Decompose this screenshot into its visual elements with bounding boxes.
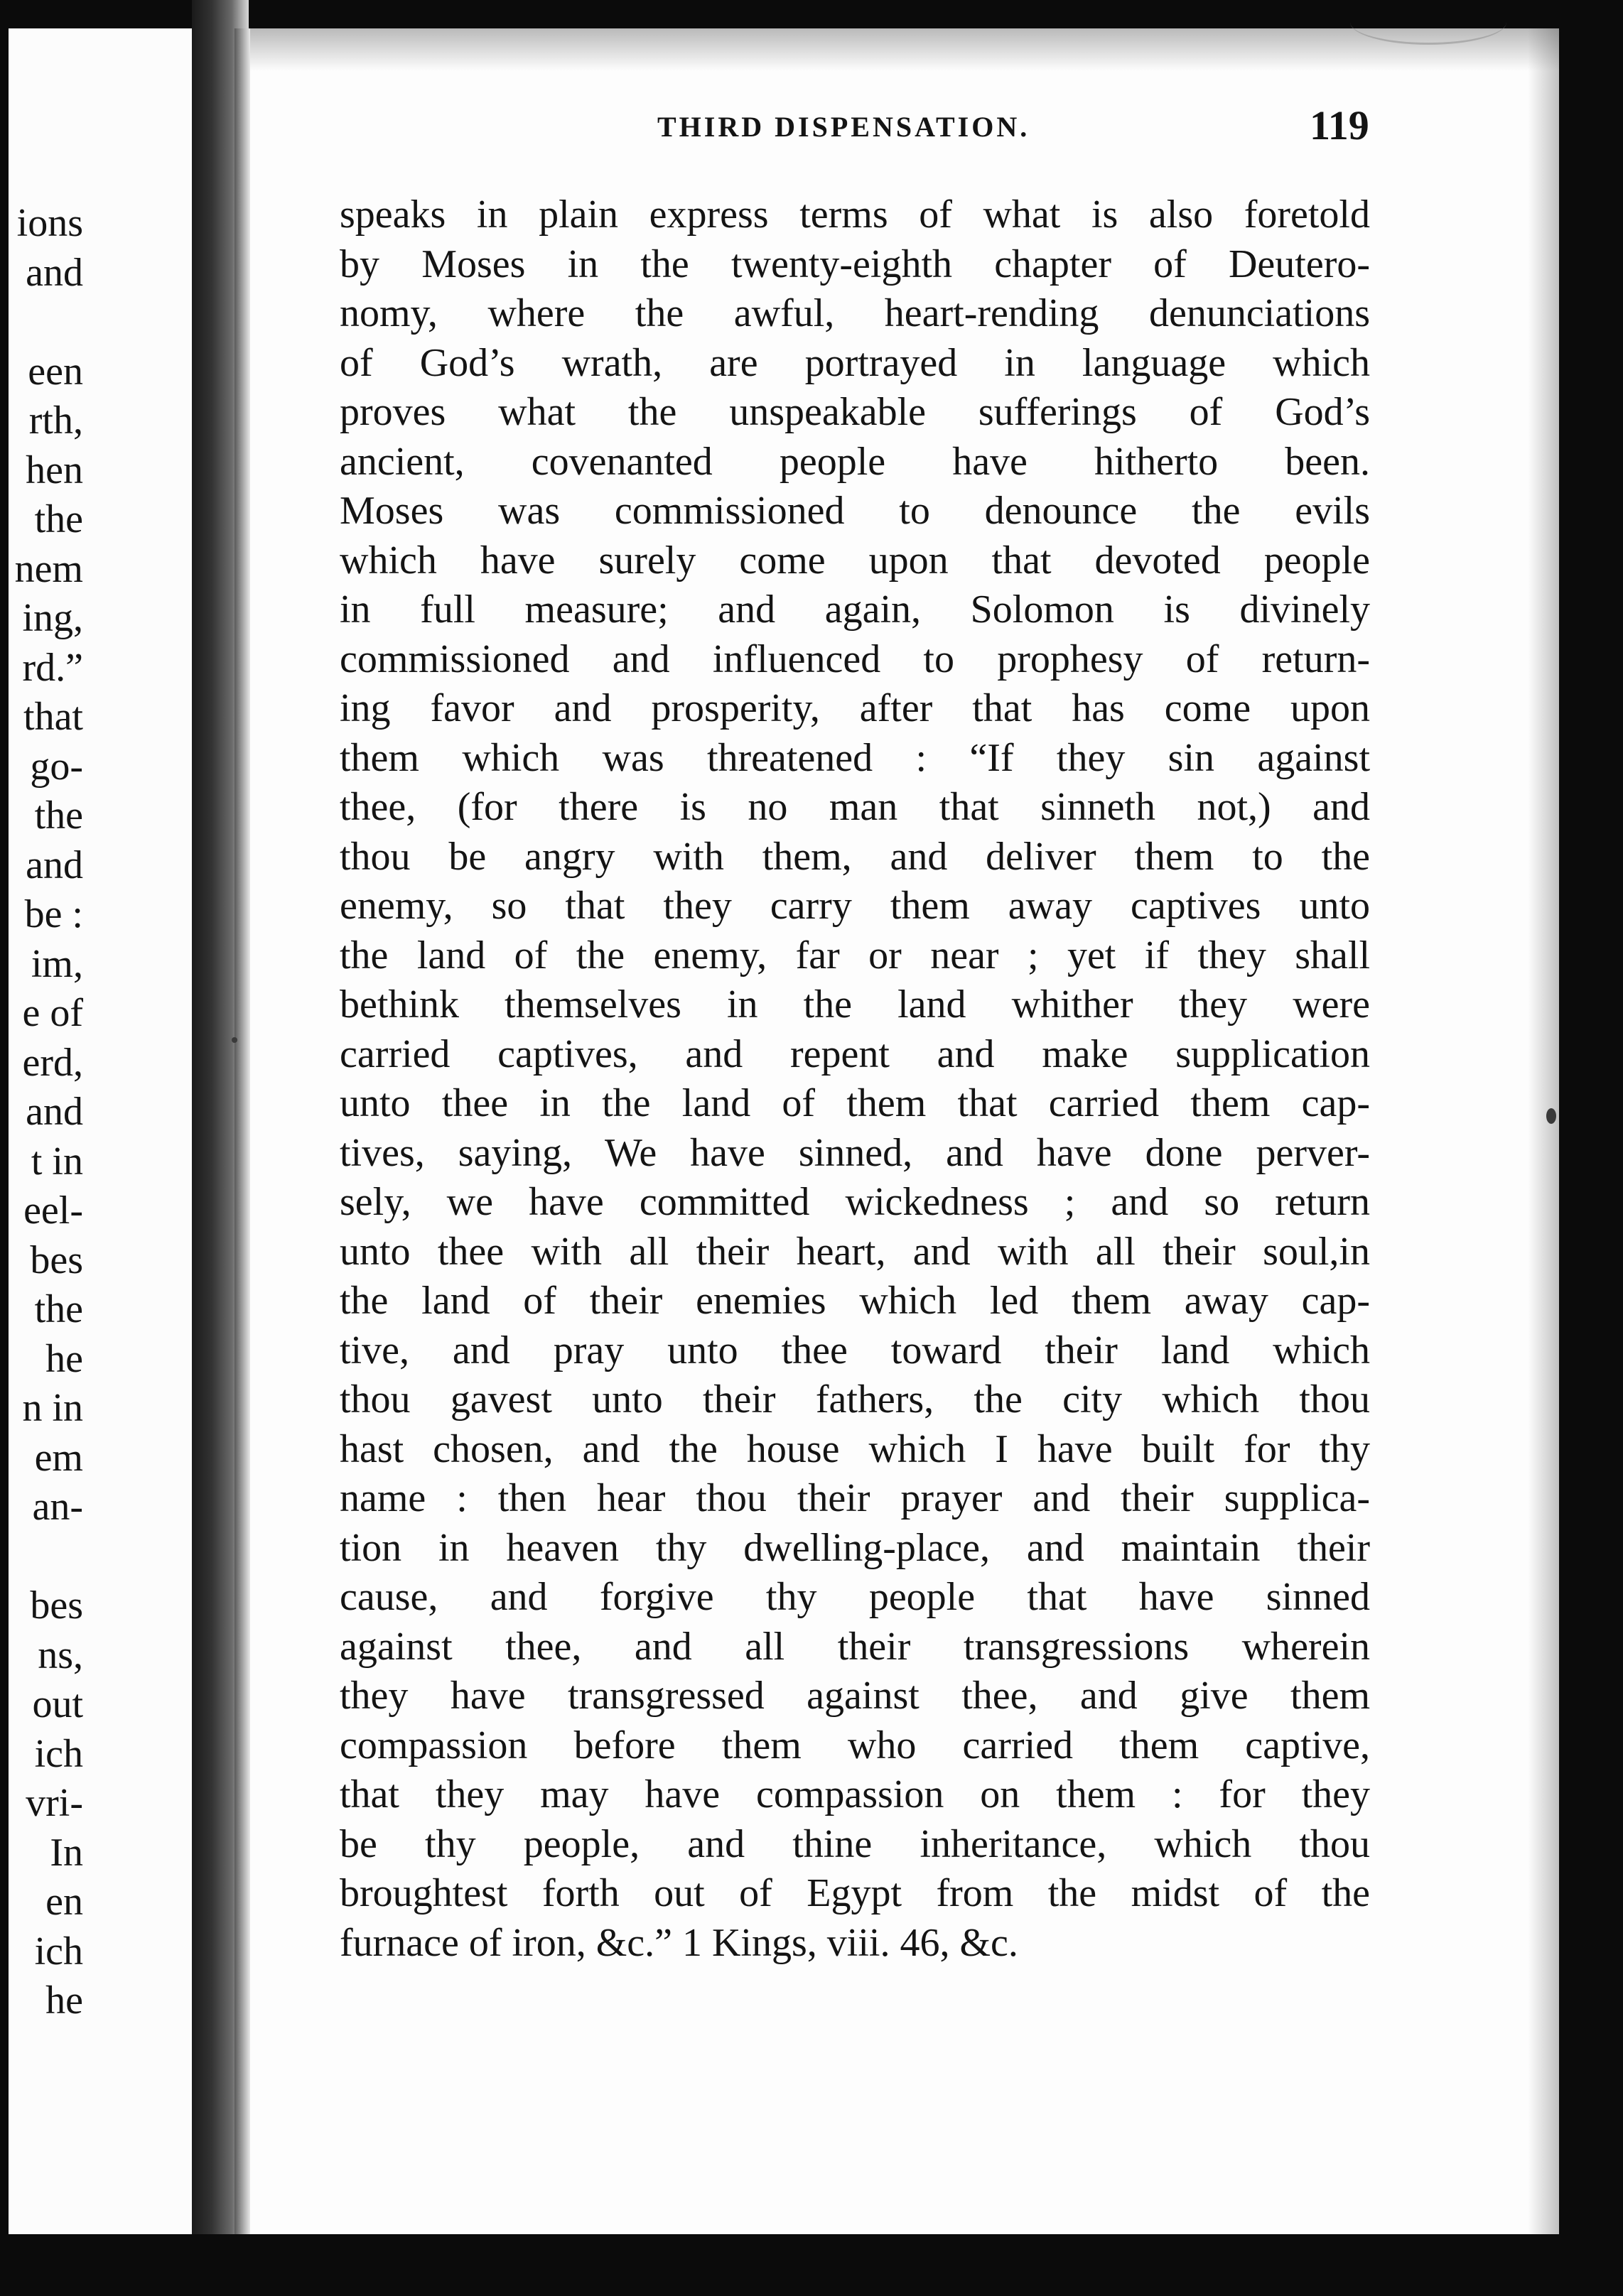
text-line: of God’s wrath, are portrayed in language which bbox=[340, 340, 1370, 385]
text-line: them which was threatened : “If they sin against bbox=[340, 735, 1370, 780]
text-line: Moses was commissioned to denounce the evils bbox=[340, 489, 1370, 533]
text-line: unto thee in the land of them that carried them cap- bbox=[340, 1081, 1370, 1125]
text-line: which have surely come upon that devoted people bbox=[340, 538, 1370, 583]
scan-border-bottom bbox=[0, 2234, 1623, 2296]
previous-page-line: t in bbox=[31, 1139, 83, 1184]
text-line: they have transgressed against thee, and give them bbox=[340, 1674, 1370, 1718]
previous-page-line: ing, bbox=[22, 596, 83, 640]
text-line: name : then hear thou their prayer and their supplica- bbox=[340, 1476, 1370, 1520]
page-right-shadow bbox=[1528, 28, 1559, 2234]
text-line: thou be angry with them, and deliver them to the bbox=[340, 834, 1370, 879]
text-line: tives, saying, We have sinned, and have done perver- bbox=[340, 1130, 1370, 1175]
previous-page-line bbox=[9, 1532, 83, 1582]
ink-speck bbox=[1546, 1108, 1556, 1124]
text-line: proves what the unspeakable sufferings of God’s bbox=[340, 390, 1370, 434]
text-line: speaks in plain express terms of what is also foretold bbox=[340, 193, 1370, 237]
page-crease bbox=[1350, 0, 1506, 45]
running-head: THIRD DISPENSATION. bbox=[657, 111, 1030, 143]
previous-page-line: eel- bbox=[23, 1188, 83, 1233]
text-line: the land of their enemies which led them away cap- bbox=[340, 1279, 1370, 1323]
previous-page-line: the bbox=[34, 794, 83, 838]
ink-speck bbox=[232, 1037, 237, 1043]
text-line: compassion before them who carried them captive, bbox=[340, 1723, 1370, 1767]
previous-page-line: n in bbox=[22, 1386, 83, 1430]
text-line: carried captives, and repent and make supplication bbox=[340, 1031, 1370, 1076]
text-line: that they may have compassion on them : for they bbox=[340, 1772, 1370, 1816]
text-line: broughtest forth out of Egypt from the midst of the bbox=[340, 1871, 1370, 1915]
text-line: hast chosen, and the house which I have built for thy bbox=[340, 1426, 1370, 1471]
previous-page-line: en bbox=[45, 1880, 83, 1924]
previous-page-line: an- bbox=[32, 1485, 83, 1529]
previous-page-line: and bbox=[26, 843, 83, 887]
text-line: sely, we have committed wickedness ; and so return bbox=[340, 1180, 1370, 1224]
previous-page-line: rd.” bbox=[22, 645, 83, 690]
previous-page-line: e of bbox=[22, 991, 83, 1035]
previous-page-line: In bbox=[50, 1830, 83, 1875]
text-line: ing favor and prosperity, after that has come upon bbox=[340, 686, 1370, 730]
scan-border-left bbox=[0, 0, 9, 2296]
previous-page-line: the bbox=[34, 1287, 83, 1331]
previous-page-line: and bbox=[26, 1090, 83, 1134]
text-line: ancient, covenanted people have hitherto been. bbox=[340, 439, 1370, 484]
text-line: the land of the enemy, far or near ; yet if they shall bbox=[340, 933, 1370, 978]
text-line: by Moses in the twenty-eighth chapter of Deutero- bbox=[340, 242, 1370, 286]
text-line: in full measure; and again, Solomon is divinely bbox=[340, 587, 1370, 632]
text-line: nomy, where the awful, heart-rending denunciations bbox=[340, 291, 1370, 335]
previous-page-line: rth, bbox=[28, 399, 83, 443]
scan-border-right bbox=[1559, 0, 1623, 2296]
text-line: bethink themselves in the land whither they were bbox=[340, 982, 1370, 1027]
previous-page-line: out bbox=[32, 1682, 83, 1726]
previous-page-line: he bbox=[45, 1336, 83, 1381]
previous-page-line: bes bbox=[30, 1238, 83, 1282]
previous-page-line: hen bbox=[26, 448, 83, 492]
previous-page-line: een bbox=[28, 349, 83, 394]
previous-page-text bbox=[9, 199, 83, 2026]
text-line: tive, and pray unto thee toward their land which bbox=[340, 1328, 1370, 1372]
previous-page-line: ns, bbox=[38, 1632, 83, 1677]
body-text bbox=[340, 190, 1370, 1968]
page-number: 119 bbox=[1310, 102, 1369, 148]
previous-page-line: he bbox=[45, 1978, 83, 2022]
previous-page-line: be : bbox=[24, 892, 83, 936]
previous-page-line: the bbox=[34, 497, 83, 541]
previous-page-line: erd, bbox=[22, 1040, 83, 1085]
previous-page-line: go- bbox=[30, 744, 83, 789]
previous-page-line: ich bbox=[34, 1731, 83, 1776]
previous-page-line: ions bbox=[16, 201, 83, 245]
text-line: unto thee with all their heart, and with all their soul,in bbox=[340, 1229, 1370, 1274]
previous-page-line: im, bbox=[31, 941, 83, 986]
previous-page-edge bbox=[9, 28, 192, 2234]
text-line: be thy people, and thine inheritance, which thou bbox=[340, 1821, 1370, 1866]
previous-page-line: and bbox=[26, 250, 83, 295]
text-line: cause, and forgive thy people that have sinned bbox=[340, 1575, 1370, 1619]
text-line: thou gavest unto their fathers, the city which thou bbox=[340, 1377, 1370, 1422]
previous-page-line: that bbox=[23, 695, 83, 739]
text-line: furnace of iron, &c.” 1 Kings, viii. 46, &c. bbox=[340, 1920, 1018, 1965]
text-line: against thee, and all their transgressions wherein bbox=[340, 1624, 1370, 1669]
previous-page-line: vri- bbox=[26, 1781, 83, 1825]
gutter-shadow bbox=[234, 28, 250, 2234]
previous-page-line: em bbox=[34, 1435, 83, 1480]
text-line: tion in heaven thy dwelling-place, and maintain their bbox=[340, 1525, 1370, 1570]
previous-page-line bbox=[9, 298, 83, 347]
text-line: commissioned and influenced to prophesy of return- bbox=[340, 637, 1370, 681]
text-line: enemy, so that they carry them away captives unto bbox=[340, 884, 1370, 928]
previous-page-line: ich bbox=[34, 1929, 83, 1973]
previous-page-line: nem bbox=[14, 546, 83, 591]
previous-page-line: bes bbox=[30, 1583, 83, 1628]
text-line: thee, (for there is no man that sinneth not,) and bbox=[340, 785, 1370, 829]
